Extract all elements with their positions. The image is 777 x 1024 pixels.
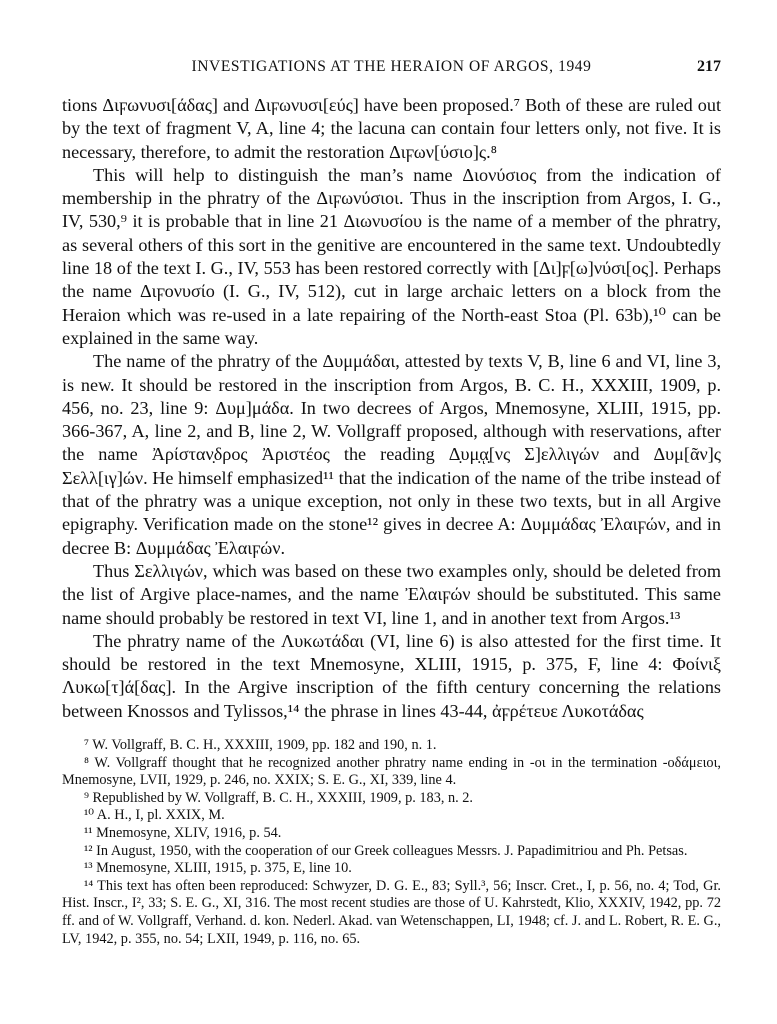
footnote: ¹¹ Mnemosyne, XLIV, 1916, p. 54. [84, 824, 282, 841]
paragraph: This will help to distinguish the man’s name Διονύσιος from the indication of membership in the phratry of the Διϝωνύσιοι. Thus in the inscription from Argos, I. G., IV, 530,⁹ it is probable that in line 21 Διωνυσίου is the name of a member of the phratry, as several others of this sort in the genitive are encountered in the same text. Undoubtedly line 18 of the text I. G., IV, 553 has been restored correctly with [Δι]ϝ[ω]νύσι[ος]. Perhaps the name Διϝονυσίο (I. G., IV, 512), cut in large archaic letters on a block from the Heraion which was re-used in a late repairing of the North-east Stoa (Pl. 63b),¹⁰ can be explained in the same way. [62, 164, 721, 348]
body-text [62, 94, 721, 723]
footnotes [62, 737, 721, 948]
footnote: ¹⁴ This text has often been reproduced: Schwyzer, D. G. E., 83; Syll.³, 56; Inscr. Cret., I, p. 56, no. 4; Tod, Gr. Hist. Inscr., I², 33; S. E. G., XI, 316. The most recent studies are those of U. Kahrstedt, Klio, XXXIV, 1942, pp. 72 ff. and of W. Vollgraff, Verhand. d. kon. Nederl. Akad. van Wetenschappen, LI, 1948; cf. J. and L. Robert, R. E. G., LV, 1942, p. 355, no. 54; LXII, 1949, p. 116, no. 65. [62, 877, 721, 947]
footnote: ¹³ Mnemosyne, XLIII, 1915, p. 375, E, line 10. [84, 860, 352, 877]
page [62, 58, 721, 948]
paragraph: The name of the phratry of the Δυμμάδαι, attested by texts V, B, line 6 and VI, line 3, is new. It should be restored in the inscription from Argos, B. C. H., XXXIII, 1909, p. 456, no. 23, line 9: Δυμ]μάδα. In two decrees of Argos, Mnemosyne, XLIII, 1915, pp. 366-367, A, line 2, and B, line 2, W. Vollgraff proposed, although with reservations, after the name Ἀρίσταν̣δρος Ἀριστέος the reading Δ̣υμ̣ᾳ̣[νς Σ]ελλιγών and Δυμ[ᾶν]ς Σελλ[ιγ]ών. He himself emphasized¹¹ that the indication of the name of the tribe instead of that of the phratry was a unique exception, not only in these two texts, but in all Argive epigraphy. Verification made on the stone¹² gives in decree A: Δυμμάδας Ἐλαιϝών, and in decree B: Δυμμάδας Ἐλαιϝών. [62, 351, 721, 558]
paragraph: tions Διϝωνυσι[άδας] and Διϝωνυσι[εύς] have been proposed.⁷ Both of these are ruled out by the text of fragment V, A, line 4; the lacuna can contain four letters only, not five. It is necessary, therefore, to admit the restoration Διϝων[ύσιο]ς.⁸ [62, 95, 721, 162]
page-number: 217 [697, 58, 721, 75]
paragraph: Thus Σελλιγών, which was based on these two examples only, should be deleted from the list of Argive place-names, and the name Ἐλαιϝών should be substituted. This same name should probably be restored in text VI, line 1, and in another text from Argos.¹³ [62, 560, 721, 628]
footnote: ⁹ Republished by W. Vollgraff, B. C. H., XXXIII, 1909, p. 183, n. 2. [84, 789, 474, 806]
footnote: ⁸ W. Vollgraff thought that he recognized another phratry name ending in -οι in the termination -οδάμειοι, Mnemosyne, LVII, 1929, p. 246, no. XXIX; S. E. G., XI, 339, line 4. [62, 754, 721, 789]
footnote: ¹² In August, 1950, with the cooperation of our Greek colleagues Messrs. J. Papadimitriou and Ph. Petsas. [84, 842, 688, 859]
footnote: ⁷ W. Vollgraff, B. C. H., XXXIII, 1909, pp. 182 and 190, n. 1. [84, 737, 437, 754]
paragraph: The phratry name of the Λυκωτάδαι (VI, line 6) is also attested for the first time. It should be restored in the text Mnemosyne, XLIII, 1915, p. 375, F, line 4: Φοίνιξ Λυκω[τ]ά[δας]. In the Argive inscription of the fifth century concerning the relations between Knossos and Tylissos,¹⁴ the phrase in lines 43-44, ἀϝρέτευε Λυκοτάδας [62, 630, 721, 721]
page-header [62, 58, 721, 84]
footnote: ¹⁰ A. H., I, pl. XXIX, M. [84, 807, 225, 824]
running-head: INVESTIGATIONS AT THE HERAION OF ARGOS, 1949 [191, 58, 592, 75]
